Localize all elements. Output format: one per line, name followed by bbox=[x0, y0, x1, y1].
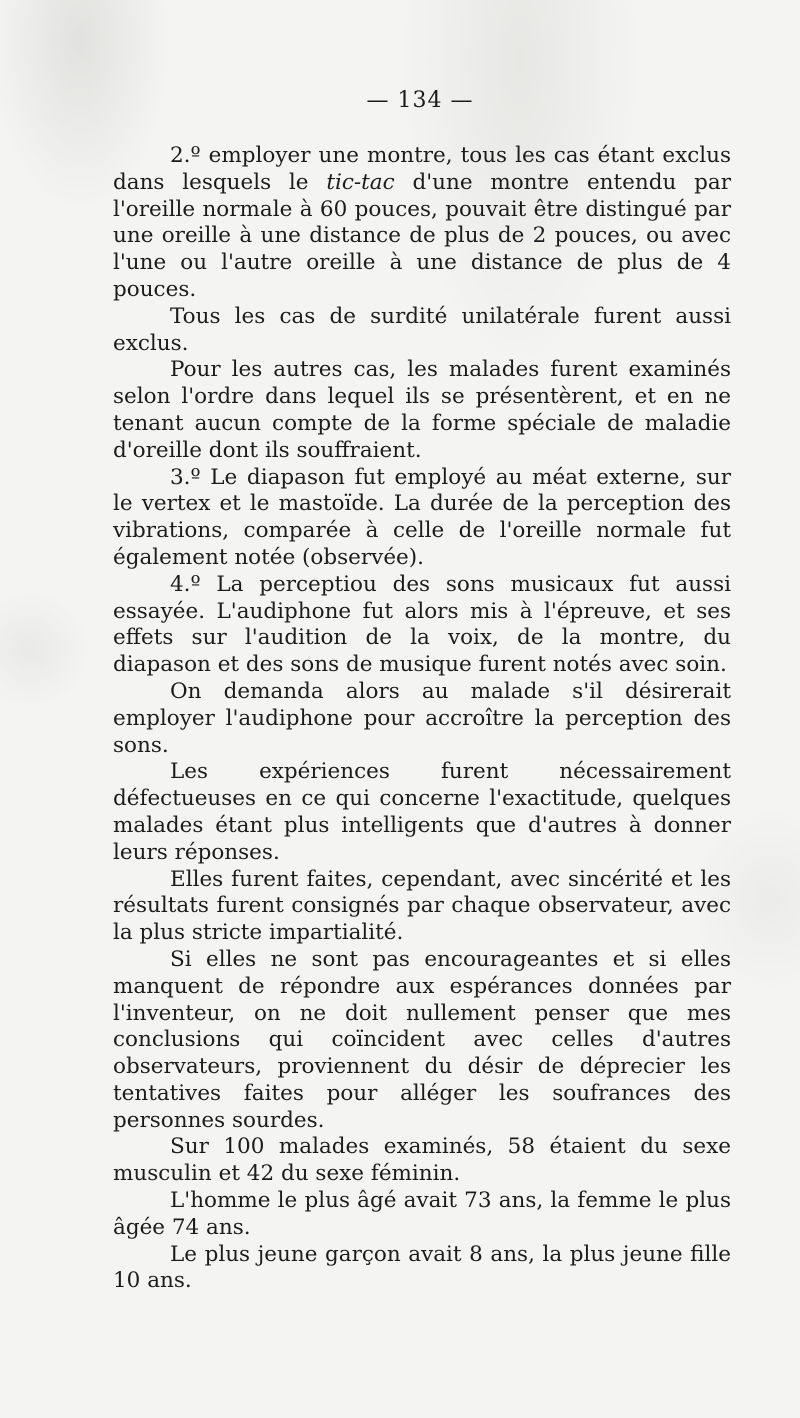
paragraph-autres-cas: Pour les autres cas, les malades furent examinés selon l'ordre dans lequel ils se présentèrent, et en ne tenant aucun compte de la forme spéciale de maladie d'oreille dont ils souffraient. bbox=[113, 357, 731, 463]
paragraph-sons-musicaux: 4.º La perceptiou des sons musicaux fut aussi essayée. L'audiphone fut alors mis à l'épreuve, et ses effets sur l'audition de la voix, de la montre, du diapason et des sons de musique furent notés avec soin. bbox=[113, 571, 731, 678]
paragraph-diapason: 3.º Le diapason fut employé au méat externe, sur le vertex et le mastoïde. La durée de la perception des vibrations, comparée à celle de l'oreille normale fut également notée (observée). bbox=[113, 464, 731, 570]
page-number: — 134 — bbox=[366, 88, 474, 113]
paragraph-conclusions: Si elles ne sont pas encourageantes et si elles manquent de répondre aux espérances données par l'inventeur, on ne doit nullement penser que mes conclusions qui coïncident avec celles d'autres observateurs, proviennent du désir de déprecier les tentatives faites pour alléger les soufrances des personnes sourdes. bbox=[113, 946, 731, 1133]
paragraph-montre-start: 2.º employer une montre, tous les cas étant exclus dans lesquels le bbox=[113, 143, 731, 195]
body-text bbox=[113, 143, 731, 1295]
paragraph-surdite: Tous les cas de surdité unilatérale furent aussi exclus. bbox=[113, 303, 731, 356]
tic-tac-emphasis: tic-tac bbox=[326, 169, 395, 195]
paragraph-montre-end: d'une montre entendu par l'oreille normale à 60 pouces, pouvait être distingué par une oreille à une distance de plus de 2 pouces, ou avec l'une ou l'autre oreille à une distance de plus de 4 pouces. bbox=[113, 169, 731, 302]
paragraph-montre bbox=[113, 143, 731, 304]
paragraph-demande: On demanda alors au malade s'il désirerait employer l'audiphone pour accroître la perception des sons. bbox=[113, 678, 731, 758]
paragraph-plus-age: L'homme le plus âgé avait 73 ans, la femme le plus âgée 74 ans. bbox=[113, 1188, 731, 1240]
paragraph-malades-sexe: Sur 100 malades examinés, 58 étaient du sexe musculin et 42 du sexe féminin. bbox=[113, 1134, 731, 1187]
paragraph-plus-jeune: Le plus jeune garçon avait 8 ans, la plus jeune fille 10 ans. bbox=[113, 1241, 731, 1294]
paragraph-experiences: Les expériences furent nécessairement défectueuses en ce qui concerne l'exactitude, quelques malades étant plus intelligents que d'autres à donner leurs réponses. bbox=[113, 759, 731, 865]
paragraph-sincerite: Elles furent faites, cependant, avec sincérité et les résultats furent consignés par chaque observateur, avec la plus stricte impartialité. bbox=[113, 866, 731, 946]
